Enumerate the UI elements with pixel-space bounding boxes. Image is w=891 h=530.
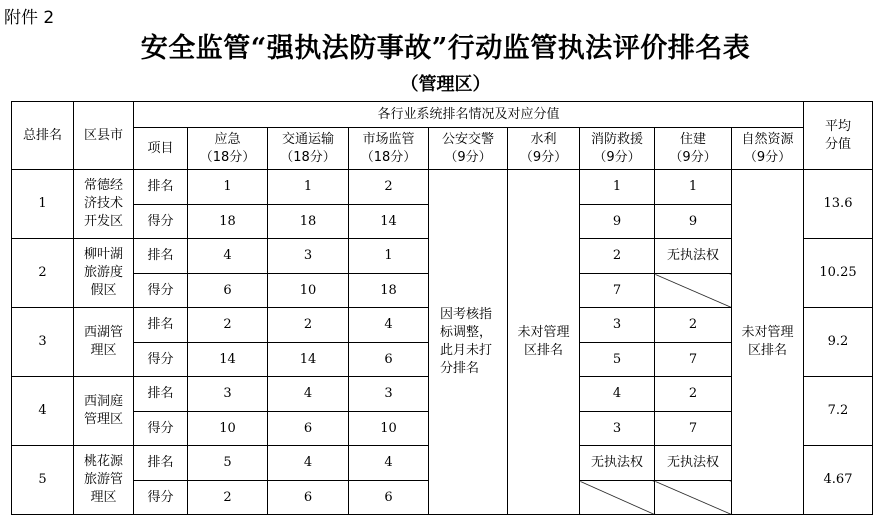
yingji-score: 14 <box>188 343 268 377</box>
zhujian-rank: 无执法权 <box>655 239 732 274</box>
district-cell: 桃花源旅游管理区 <box>74 446 134 515</box>
district-cell: 常德经济技术开发区 <box>74 170 134 239</box>
xiaofang-score: 5 <box>580 343 655 377</box>
item-label-score: 得分 <box>134 412 188 446</box>
item-label-score: 得分 <box>134 205 188 239</box>
average-cell: 9.2 <box>804 308 873 377</box>
average-cell: 10.25 <box>804 239 873 308</box>
shichang-score: 6 <box>349 481 429 515</box>
zhujian-score: 7 <box>655 343 732 377</box>
district-cell: 西湖管理区 <box>74 308 134 377</box>
jiaotong-rank: 1 <box>268 170 349 205</box>
zhujian-rank: 2 <box>655 308 732 343</box>
district-cell: 西洞庭管理区 <box>74 377 134 446</box>
zhujian-score: 9 <box>655 205 732 239</box>
xiaofang-score: 7 <box>580 274 655 308</box>
yingji-score: 10 <box>188 412 268 446</box>
shichang-rank: 1 <box>349 239 429 274</box>
shichang-score: 10 <box>349 412 429 446</box>
item-label-score: 得分 <box>134 274 188 308</box>
header-shuili: 水利 （9分） <box>508 128 580 170</box>
page-subtitle: （管理区） <box>400 74 491 95</box>
shichang-score: 18 <box>349 274 429 308</box>
average-cell: 13.6 <box>804 170 873 239</box>
xiaofang-score-empty <box>580 481 655 515</box>
district-cell: 柳叶湖旅游度假区 <box>74 239 134 308</box>
zhujian-score-empty <box>655 274 732 308</box>
header-ziran: 自然资源 （9分） <box>732 128 804 170</box>
attachment-label: 附件 2 <box>4 8 55 28</box>
jiaotong-score: 18 <box>268 205 349 239</box>
item-label-score: 得分 <box>134 481 188 515</box>
header-zhujian: 住建 （9分） <box>655 128 732 170</box>
zhujian-score-empty <box>655 481 732 515</box>
yingji-score: 2 <box>188 481 268 515</box>
jiaotong-score: 10 <box>268 274 349 308</box>
xiaofang-rank: 2 <box>580 239 655 274</box>
zhujian-rank: 2 <box>655 377 732 412</box>
yingji-score: 18 <box>188 205 268 239</box>
item-label-rank: 排名 <box>134 377 188 412</box>
ziran-note: 未对管理区排名 <box>732 170 804 515</box>
header-yingji: 应急 （18分） <box>188 128 268 170</box>
xiaofang-rank: 4 <box>580 377 655 412</box>
yingji-rank: 2 <box>188 308 268 343</box>
item-label-rank: 排名 <box>134 239 188 274</box>
item-label-rank: 排名 <box>134 170 188 205</box>
shichang-rank: 4 <box>349 446 429 481</box>
yingji-rank: 5 <box>188 446 268 481</box>
jiaotong-score: 6 <box>268 412 349 446</box>
average-cell: 4.67 <box>804 446 873 515</box>
jiaotong-rank: 3 <box>268 239 349 274</box>
jiaotong-rank: 2 <box>268 308 349 343</box>
header-shichang: 市场监管 （18分） <box>349 128 429 170</box>
total-rank-cell: 1 <box>12 170 74 239</box>
header-jiaotong: 交通运输 （18分） <box>268 128 349 170</box>
total-rank-cell: 5 <box>12 446 74 515</box>
jiaotong-score: 6 <box>268 481 349 515</box>
header-industry-group: 各行业系统排名情况及对应分值 <box>134 102 804 128</box>
ranking-table <box>11 101 873 515</box>
item-label-score: 得分 <box>134 343 188 377</box>
shichang-rank: 3 <box>349 377 429 412</box>
xiaofang-score: 9 <box>580 205 655 239</box>
yingji-score: 6 <box>188 274 268 308</box>
shichang-rank: 2 <box>349 170 429 205</box>
yingji-rank: 3 <box>188 377 268 412</box>
total-rank-cell: 2 <box>12 239 74 308</box>
header-total-rank: 总排名 <box>12 102 74 170</box>
header-average: 平均分值 <box>804 102 873 170</box>
yingji-rank: 4 <box>188 239 268 274</box>
jiaotong-score: 14 <box>268 343 349 377</box>
gongan-note: 因考核指标调整，此月未打分排名 <box>429 170 508 515</box>
shichang-score: 6 <box>349 343 429 377</box>
xiaofang-rank: 3 <box>580 308 655 343</box>
header-item: 项目 <box>134 128 188 170</box>
jiaotong-rank: 4 <box>268 377 349 412</box>
page-title: 安全监管“强执法防事故”行动监管执法评价排名表 <box>140 33 751 64</box>
xiaofang-score: 3 <box>580 412 655 446</box>
header-district: 区县市 <box>74 102 134 170</box>
zhujian-score: 7 <box>655 412 732 446</box>
jiaotong-rank: 4 <box>268 446 349 481</box>
shuili-note: 未对管理区排名 <box>508 170 580 515</box>
zhujian-rank: 1 <box>655 170 732 205</box>
header-gongan: 公安交警 （9分） <box>429 128 508 170</box>
average-cell: 7.2 <box>804 377 873 446</box>
zhujian-rank: 无执法权 <box>655 446 732 481</box>
shichang-rank: 4 <box>349 308 429 343</box>
xiaofang-rank: 无执法权 <box>580 446 655 481</box>
yingji-rank: 1 <box>188 170 268 205</box>
shichang-score: 14 <box>349 205 429 239</box>
xiaofang-rank: 1 <box>580 170 655 205</box>
total-rank-cell: 3 <box>12 308 74 377</box>
item-label-rank: 排名 <box>134 308 188 343</box>
header-xiaofang: 消防救援 （9分） <box>580 128 655 170</box>
total-rank-cell: 4 <box>12 377 74 446</box>
item-label-rank: 排名 <box>134 446 188 481</box>
